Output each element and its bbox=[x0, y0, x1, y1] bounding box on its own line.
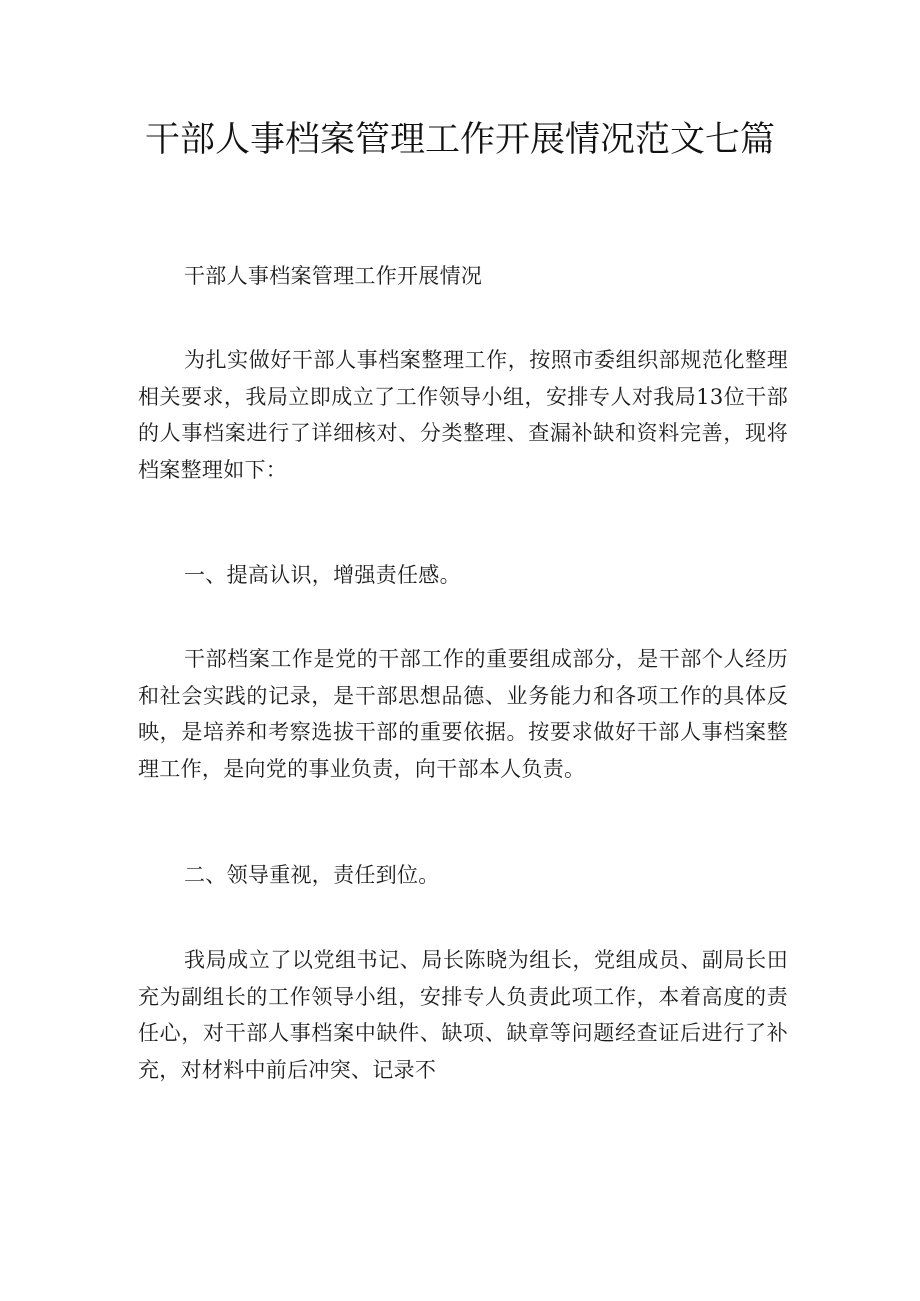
paragraph-leadership: 我局成立了以党组书记、局长陈晓为组长，党组成员、副局长田充为副组长的工作领导小组，安排专人负责此项工作，本着高度的责任心，对干部人事档案中缺件、缺项、缺章等问题经查证后进行了补充，对材料中前后冲突、记录不 bbox=[138, 948, 788, 1082]
paragraph-archive-importance: 干部档案工作是党的干部工作的重要组成部分，是干部个人经历和社会实践的记录，是干部思想品德、业务能力和各项工作的具体反映，是培养和考察选拔干部的重要依据。按要求做好干部人事档案整理工作，是向党的事业负责，向干部本人负责。 bbox=[138, 647, 788, 781]
heading-one: 一、提高认识，增强责任感。 bbox=[184, 563, 461, 587]
document-title: 干部人事档案管理工作开展情况范文七篇 bbox=[144, 120, 775, 160]
paragraph-intro: 为扎实做好干部人事档案整理工作，按照市委组织部规范化整理相关要求，我局立即成立了工作领导小组，安排专人对我局13位干部的人事档案进行了详细核对、分类整理、查漏补缺和资料完善，现将档案整理如下： bbox=[138, 348, 788, 482]
heading-two: 二、领导重视，责任到位。 bbox=[184, 863, 440, 887]
section-subtitle: 干部人事档案管理工作开展情况 bbox=[184, 264, 483, 288]
